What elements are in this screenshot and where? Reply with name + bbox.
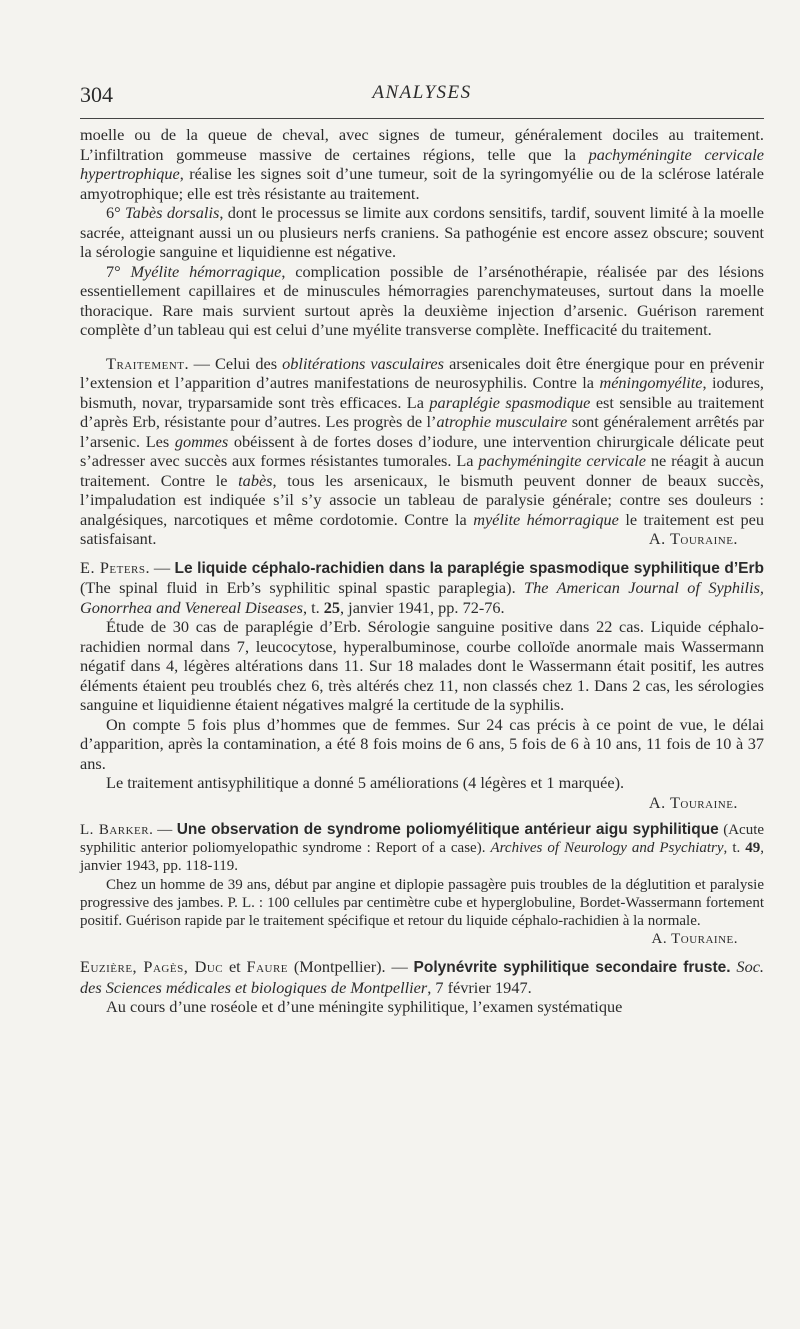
- author: E. Peters: [80, 557, 146, 577]
- article-title: Polynévrite syphilitique secondaire fruste.: [413, 959, 731, 977]
- running-title: ANALYSES: [372, 82, 472, 103]
- euziere-citation: Euzière, Pagès, Duc et Faure (Montpellier). — Polynévrite syphilitique secondaire fruste. Soc. des Sciences médicales et biologiques de Montpellier, 7 février 1947.: [80, 957, 765, 997]
- author: L. Barker: [80, 822, 150, 838]
- journal-name: Soc. des Sciences médicales et biologiques de Montpellier: [80, 957, 765, 997]
- barker-citation: L. Barker. — Une observation de syndrome poliomyélitique antérieur aigu syphilitique (Acute syphilitic anterior poliomyelopathic syndrome : Report of a case). Archives of Neurology and Psychiatry, t. 49, janvier 1943, pp. 118-119.: [80, 821, 765, 875]
- item-6-tabes: 6° Tabès dorsalis, dont le processus se limite aux cordons sensitifs, tardif, souvent limité à la moelle sacrée, atteignant aussi un ou plusieurs nerfs craniens. Sa pathogénie est encore assez obscure; souvent la sérologie sanguine et liquidienne est négative.: [80, 203, 764, 261]
- journal-name: Archives of Neurology and Psychiatry: [490, 840, 724, 857]
- page-header: [80, 82, 764, 112]
- peters-summary-1: Étude de 30 cas de paraplégie d’Erb. Sérologie sanguine positive dans 22 cas. Liquide céphalo-rachidien normal dans 7, leucocytose, hyperalbuminose, courbe colloïde anormale mais Wassermann négatif dans 4, légères altérations dans 11. Sur 18 malades dont le Wassermann était positif, les autres éléments étaient peu troublés chez 6, très altérés chez 11, non classés chez 1. Dans 2 cas, les sérologies sanguine et liquidienne étaient négatives malgré la certitude de la syphilis.: [80, 617, 764, 714]
- peters-summary-2: On compte 5 fois plus d’hommes que de femmes. Sur 24 cas précis à ce point de vue, le délai d’apparition, après la contamination, a été 8 fois moins de 6 ans, 5 fois de 6 à 10 ans, 11 fois de 10 à 37 ans.: [80, 714, 764, 773]
- article-title: Le liquide céphalo-rachidien dans la paraplégie spasmodique syphilitique d’Erb: [174, 559, 764, 577]
- barker-summary: Chez un homme de 39 ans, début par angine et diplopie passagère puis troubles de la déglutition et paralysie progressive des jambes. P. L. : 100 cellules par centimètre cube et hyperglobuline, Bordet-Wassermann fortement positif. Guérison rapide par le traitement spécifique et retour du liquide céphalo-rachidien à la normale.: [80, 876, 764, 930]
- paragraph-continuation: moelle ou de la queue de cheval, avec signes de tumeur, généralement dociles au traitement. L’infiltration gommeuse massive de certaines régions, telle que la pachyméningite cervicale hypertrophique, réalise les signes soit d’une tumeur, soit de la syringomyélie ou de la sclérose latérale amyotrophique; elle est très résistante au traitement.: [80, 125, 764, 203]
- signature: A. Touraine.: [648, 529, 738, 548]
- header-rule: [80, 118, 764, 119]
- signature: A. Touraine.: [648, 792, 738, 812]
- article-title: Une observation de syndrome poliomyélitique antérieur aigu syphilitique: [176, 821, 719, 838]
- page-number: 304: [80, 82, 113, 107]
- traitement-paragraph: Traitement. — Celui des oblitérations vasculaires arsenicales doit être énergique pour en prévenir l’extension et l’apparition d’autres manifestations de neurosyphilis. Contre la méningomyélite, iodures, bismuth, novar, tryparsamide sont très efficaces. La paraplégie spasmodique est sensible au traitement d’après Erb, résistante pour d’autres. Les progrès de l’atrophie musculaire sont généralement arrêtés par l’arsenic. Les gommes obéissent à de fortes doses d’iodure, une intervention chirurgicale délicate peut s’adresser avec succès aux formes résistantes tumorales. La pachyméningite cervicale ne réagit à aucun traitement. Contre le tabès, tous les arsenicaux, le bismuth peuvent donner de beaux succès, l’impaludation est indiquée s’il s’y associe un tableau de paralysie générale; contre ses douleurs : analgésiques, narcotiques et même cordotomie. Contre la myélite hémorragique le traitement est peu satisfaisant. A. Touraine.: [80, 353, 765, 548]
- peters-citation: E. Peters. — Le liquide céphalo-rachidien dans la paraplégie spasmodique syphilitique d’Erb (The spinal fluid in Erb’s syphilitic spinal spastic paraplegia). The American Journal of Syphilis, Gonorrhea and Venereal Diseases, t. 25, janvier 1941, pp. 72-76.: [80, 557, 764, 617]
- article-body: [80, 125, 764, 1017]
- authors: Euzière, Pagès, Duc: [80, 957, 224, 977]
- traitement-label: Traitement: [106, 353, 185, 373]
- item-7-myelite: 7° Myélite hémorragique, complication possible de l’arsénothérapie, réalisée par des lésions essentiellement capillaires et de minuscules hémorragies parenchymateuses, surtout dans la moelle thoracique. Rare mais survient surtout après la deuxième injection d’arsenic. Guérison rarement complète d’un tableau qui est celui d’une myélite transverse complète. Inefficacité du traitement.: [80, 261, 764, 339]
- euziere-summary: Au cours d’une roséole et d’une méningite syphilitique, l’examen systématique: [106, 997, 623, 1017]
- journal-name: The American Journal of Syphilis, Gonorrhea and Venereal Diseases: [80, 578, 764, 617]
- signature: A. Touraine.: [651, 931, 738, 948]
- peters-summary-3: Le traitement antisyphilitique a donné 5 améliorations (4 légères et 1 marquée).: [106, 773, 625, 792]
